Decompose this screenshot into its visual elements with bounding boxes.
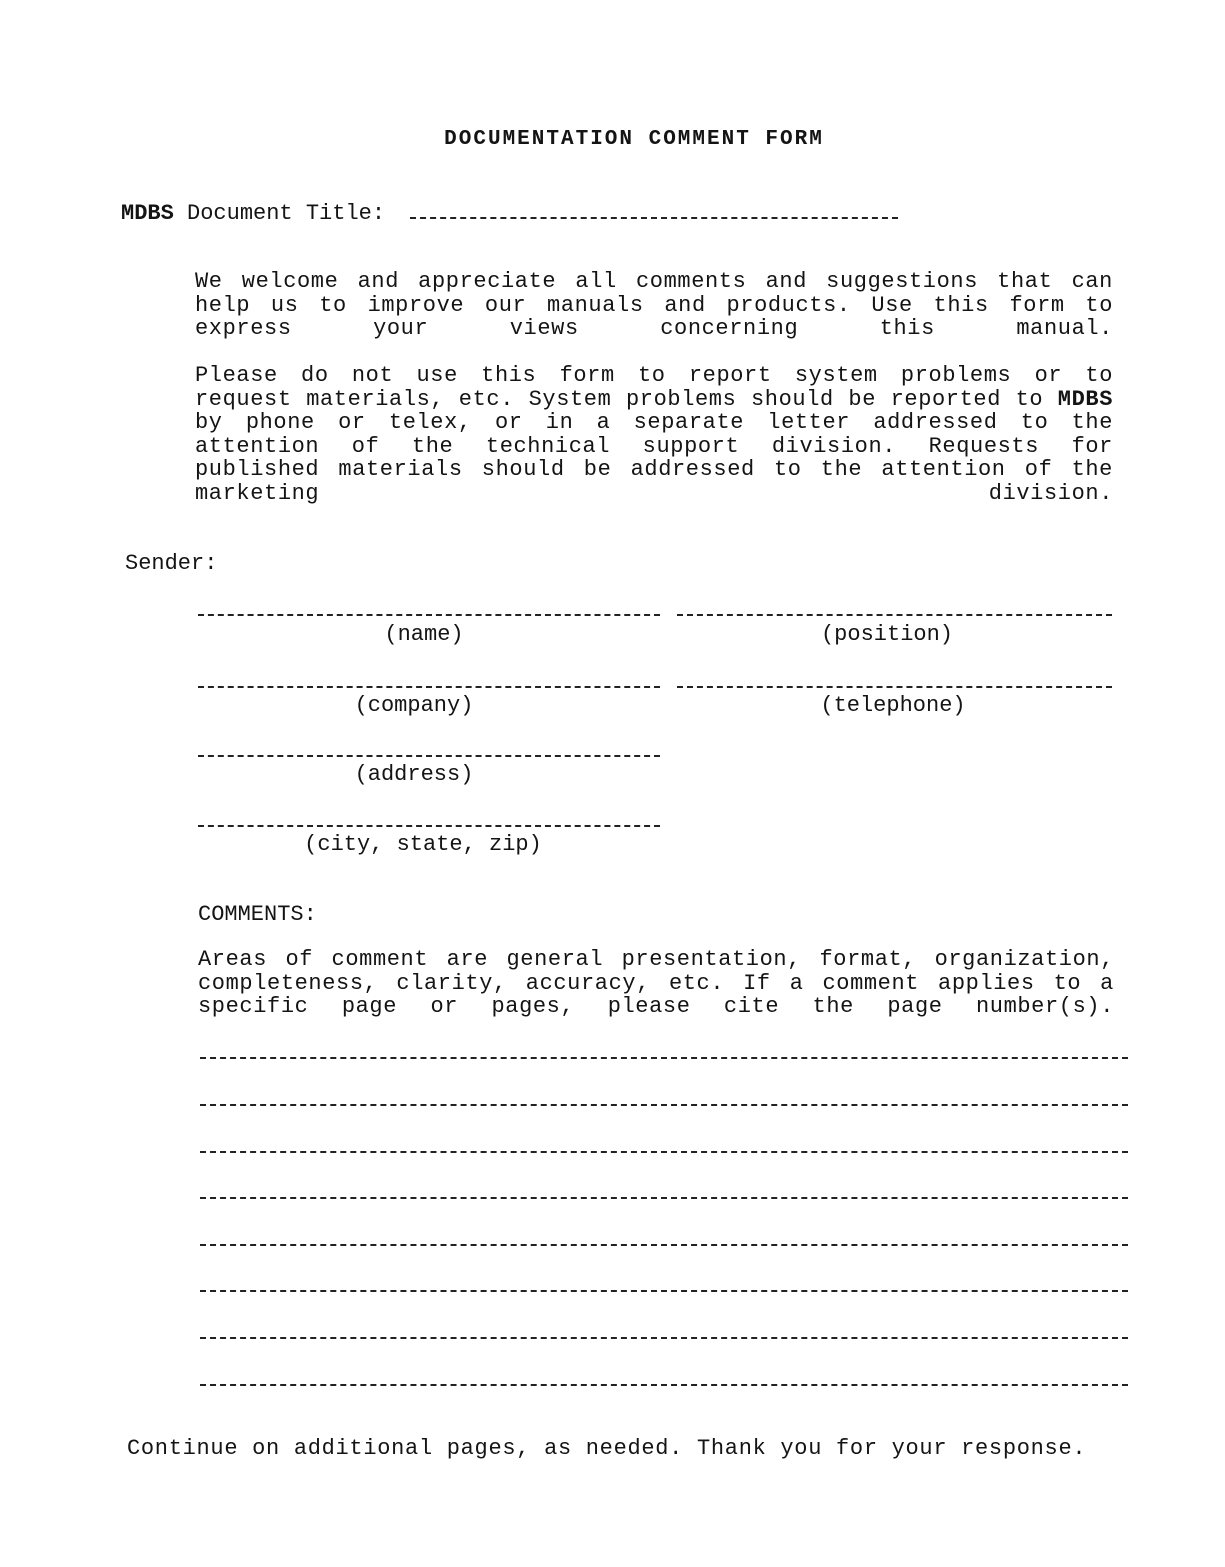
- comment-line[interactable]: [200, 1104, 1128, 1106]
- telephone-field[interactable]: [677, 686, 1112, 688]
- intro-paragraph: We welcome and appreciate all comments and suggestions that can help us to improve our manuals and products. Use this form to express your views concerning this manual.: [195, 269, 1113, 341]
- comment-line[interactable]: [200, 1337, 1128, 1339]
- comments-label: COMMENTS:: [198, 902, 317, 927]
- document-title-field[interactable]: [410, 217, 898, 219]
- mdbs-prefix: MDBS: [121, 201, 174, 226]
- city-state-zip-caption: (city, state, zip): [304, 832, 542, 857]
- comment-line[interactable]: [200, 1057, 1128, 1059]
- position-caption: (position): [820, 622, 954, 647]
- city-state-zip-field[interactable]: [198, 825, 660, 827]
- comment-line[interactable]: [200, 1197, 1128, 1199]
- comment-line[interactable]: [200, 1244, 1128, 1246]
- form-title: DOCUMENTATION COMMENT FORM: [444, 128, 824, 151]
- notice-part1: Please do not use this form to report system problems or to request materials, etc. System problems should be reported to: [195, 363, 1113, 412]
- name-field[interactable]: [198, 614, 660, 616]
- company-field[interactable]: [198, 686, 660, 688]
- comment-line[interactable]: [200, 1290, 1128, 1292]
- name-caption: (name): [384, 622, 464, 647]
- comments-instructions: Areas of comment are general presentation, format, organization, completeness, clarity, accuracy, etc. If a comment applies to a specific page or pages, please cite the page number(s).: [198, 947, 1114, 1019]
- sender-label: Sender:: [125, 551, 218, 576]
- notice-part2: by phone or telex, or in a separate letter addressed to the attention of the technical support division. Requests for published materials should be addressed to the attention of the marketing division.: [195, 410, 1113, 506]
- address-caption: (address): [354, 762, 474, 787]
- telephone-caption: (telephone): [820, 693, 966, 718]
- position-field[interactable]: [677, 614, 1112, 616]
- notice-mdbs: MDBS: [1057, 386, 1113, 412]
- company-caption: (company): [354, 693, 474, 718]
- comment-line[interactable]: [200, 1151, 1128, 1153]
- comment-line[interactable]: [200, 1384, 1128, 1386]
- closing-text: Continue on additional pages, as needed. Thank you for your response.: [127, 1436, 1087, 1461]
- document-title-text: Document Title:: [187, 201, 386, 226]
- notice-paragraph: [195, 364, 1113, 505]
- document-title-label: [121, 201, 385, 226]
- address-field[interactable]: [198, 755, 660, 757]
